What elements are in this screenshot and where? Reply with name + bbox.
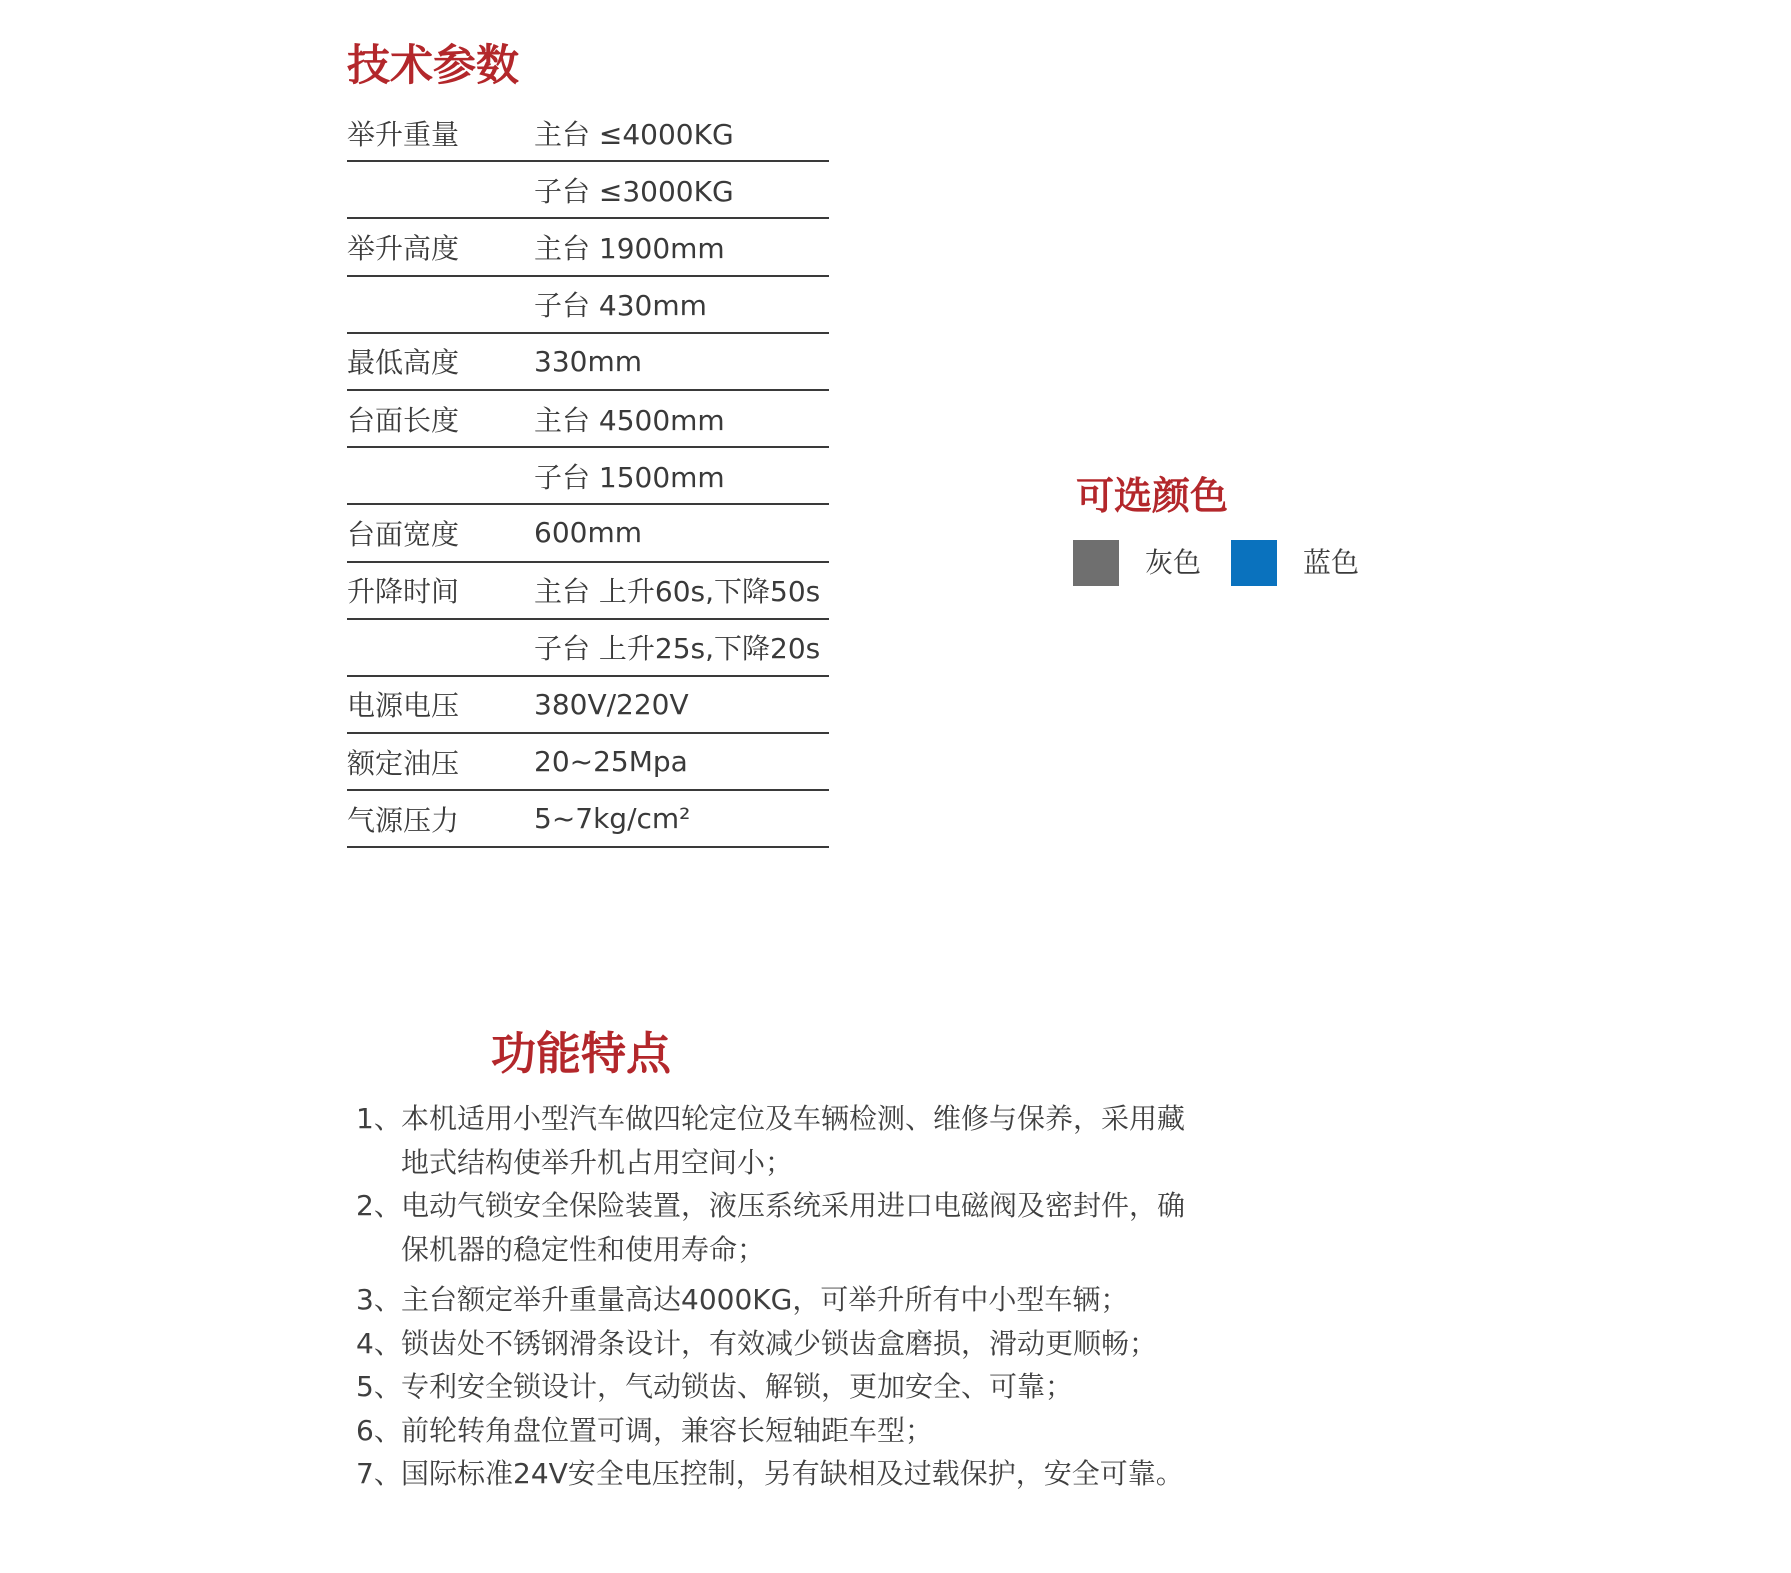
spec-label: 升降时间	[347, 575, 460, 609]
feature-line: 专利安全锁设计，气动锁齿、解锁，更加安全、可靠；	[401, 1370, 1074, 1403]
spec-row	[347, 677, 829, 734]
feature-number: 6、	[356, 1413, 402, 1447]
spec-label: 举升重量	[347, 117, 460, 151]
feature-item	[356, 1452, 1185, 1496]
feature-number: 4、	[356, 1326, 402, 1360]
feature-number: 5、	[356, 1370, 402, 1403]
spec-value: 主台 1900mm	[534, 231, 725, 265]
feature-line: 国际标准24V安全电压控制，另有缺相及过载保护，安全可靠。	[401, 1457, 1184, 1490]
feature-list	[356, 1097, 1185, 1496]
spec-row	[347, 277, 829, 334]
feature-line: 前轮转角盘位置可调，兼容长短轴距车型；	[401, 1413, 934, 1447]
spec-label: 最低高度	[347, 346, 460, 380]
feature-line: 地式结构使举升机占用空间小；	[401, 1145, 794, 1179]
gray-color-swatch	[1073, 540, 1119, 586]
spec-label: 电源电压	[347, 689, 460, 723]
feature-line: 本机适用小型汽车做四轮定位及车辆检测、维修与保养，采用藏	[401, 1102, 1186, 1135]
feature-item	[356, 1409, 1185, 1453]
spec-value: 5~7kg/cm²	[534, 802, 691, 836]
spec-value: 主台 4500mm	[534, 403, 725, 437]
spec-row	[347, 162, 829, 219]
spec-label: 举升高度	[347, 231, 460, 265]
blue-color-label: 蓝色	[1303, 546, 1360, 579]
feature-line: 保机器的稳定性和使用寿命；	[401, 1232, 766, 1266]
spec-value: 600mm	[534, 516, 642, 550]
spec-label: 气源压力	[347, 803, 460, 837]
blue-color-swatch	[1231, 540, 1277, 586]
feature-line: 电动气锁安全保险装置，液压系统采用进口电磁阀及密封件，确	[401, 1189, 1186, 1222]
gray-color-label: 灰色	[1145, 546, 1202, 579]
spec-row	[347, 620, 829, 677]
feature-title: 功能特点	[491, 1027, 672, 1080]
spec-row	[347, 105, 829, 162]
feature-text	[401, 1452, 1184, 1496]
spec-value: 380V/220V	[534, 687, 689, 721]
feature-text	[401, 1097, 1185, 1184]
feature-number: 2、	[356, 1189, 402, 1222]
feature-item	[356, 1278, 1185, 1322]
spec-value: 子台 1500mm	[534, 460, 725, 494]
feature-item	[356, 1365, 1185, 1409]
feature-item	[356, 1184, 1185, 1271]
spec-row	[347, 563, 829, 620]
color-title: 可选颜色	[1076, 474, 1229, 518]
spec-row	[347, 448, 829, 505]
spec-row	[347, 505, 829, 562]
spec-row	[347, 734, 829, 791]
spec-value: 子台 ≤3000KG	[534, 174, 734, 208]
spec-row	[347, 391, 829, 448]
feature-line: 主台额定举升重量高达4000KG，可举升所有中小型车辆；	[401, 1283, 1129, 1316]
spec-table	[347, 105, 829, 848]
spec-value: 主台 上升60s,下降50s	[534, 575, 821, 609]
spec-value: 子台 上升25s,下降20s	[534, 632, 821, 666]
feature-number: 7、	[356, 1457, 402, 1490]
feature-number: 3、	[356, 1283, 402, 1316]
spec-label: 额定油压	[347, 746, 460, 780]
spec-value: 子台 430mm	[534, 289, 707, 323]
spec-row	[347, 334, 829, 391]
spec-value: 主台 ≤4000KG	[534, 117, 734, 151]
feature-text	[401, 1409, 933, 1453]
spec-value: 20~25Mpa	[534, 745, 688, 779]
spec-row	[347, 791, 829, 848]
feature-number: 1、	[356, 1102, 402, 1135]
feature-line: 锁齿处不锈钢滑条设计，有效减少锁齿盒磨损，滑动更顺畅；	[401, 1326, 1158, 1360]
feature-text	[401, 1184, 1185, 1271]
feature-text	[401, 1322, 1157, 1366]
feature-item	[356, 1322, 1185, 1366]
spec-value: 330mm	[534, 344, 642, 378]
spec-label: 台面长度	[347, 403, 460, 437]
spec-row	[347, 219, 829, 276]
spec-label: 台面宽度	[347, 517, 460, 551]
feature-text	[401, 1365, 1073, 1409]
feature-item	[356, 1097, 1185, 1184]
spec-title: 技术参数	[347, 41, 519, 91]
feature-text	[401, 1278, 1128, 1322]
